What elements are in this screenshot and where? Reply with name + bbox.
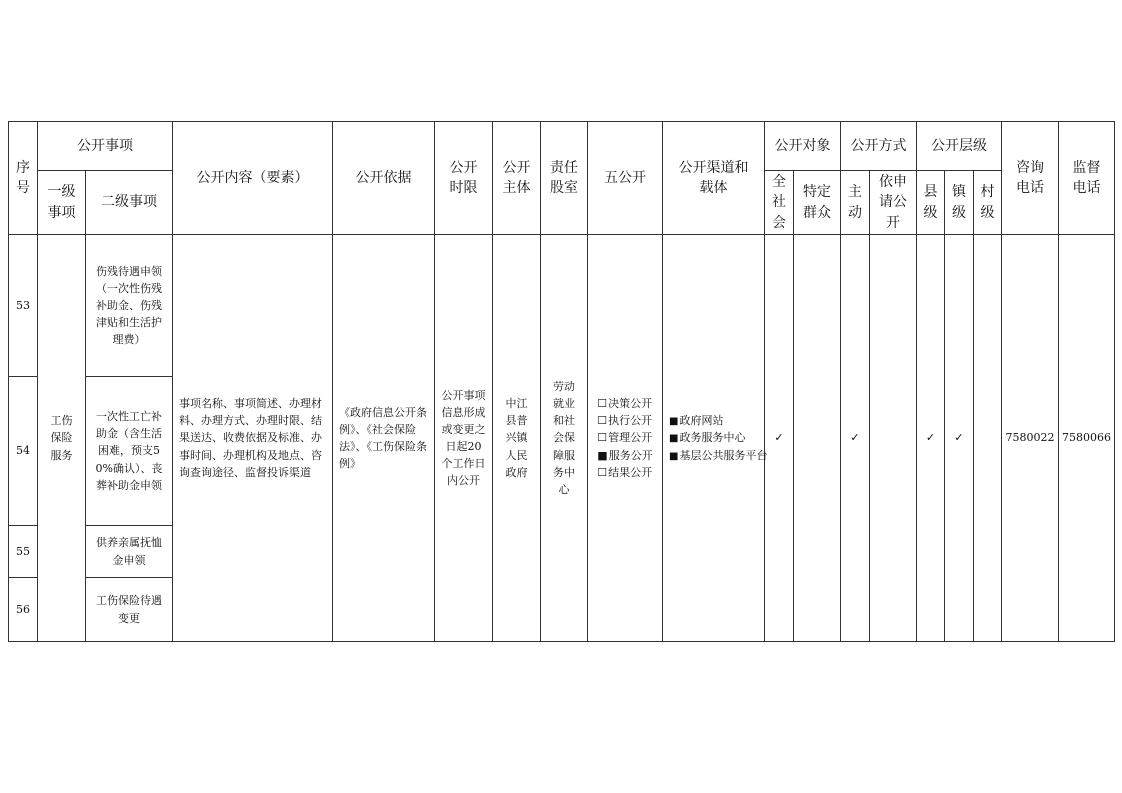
subject-cell: 中江县普兴镇人民政府 (493, 235, 541, 642)
consult-phone: 7580022 (1002, 235, 1059, 642)
lv-county-check: ✓ (917, 235, 945, 642)
level2-cell: 伤残待遇申领（一次性伤残补助金、伤残津贴和生活护理费） (86, 235, 173, 377)
header-lv-county: 县级 (917, 171, 945, 235)
header-aud-specific: 特定群众 (794, 171, 841, 235)
table-row (9, 235, 1115, 377)
channel-cell (663, 235, 768, 642)
five-open-item-4: ☐ 结果公开 (597, 464, 652, 481)
header-m-active: 主动 (841, 171, 870, 235)
header-five-open: 五公开 (588, 122, 663, 235)
header-channel: 公开渠道和载体 (663, 122, 765, 235)
header-aud-all: 全社会 (765, 171, 794, 235)
header-row-1 (9, 122, 1115, 171)
level2-cell: 工伤保险待遇变更 (86, 578, 173, 642)
channel-item-1: ■ 政务服务中心 (669, 429, 758, 447)
time-limit-cell: 公开事项信息形成或变更之日起20个工作日内公开 (435, 235, 493, 642)
aud-specific-check (794, 235, 841, 642)
header-audience: 公开对象 (765, 122, 841, 171)
header-subject: 公开主体 (493, 122, 541, 235)
five-open-item-3: ■ 服务公开 (597, 447, 652, 464)
header-lv-village: 村级 (974, 171, 1002, 235)
office-cell: 劳动就业和社会保障服务中心 (541, 235, 588, 642)
channel-item-0: ■ 政府网站 (669, 412, 758, 430)
level2-cell: 一次性工亡补助金（含生活困难，预支50%确认）、丧葬补助金申领 (86, 377, 173, 526)
header-method: 公开方式 (841, 122, 917, 171)
aud-all-check: ✓ (765, 235, 794, 642)
level1-cell: 工伤保险服务 (38, 235, 86, 642)
lv-town-check: ✓ (945, 235, 974, 642)
header-level: 公开层级 (917, 122, 1002, 171)
header-office: 责任股室 (541, 122, 588, 235)
five-open-item-2: ☐ 管理公开 (597, 429, 652, 446)
header-m-request: 依申请公开 (870, 171, 917, 235)
row-seq: 54 (9, 377, 38, 526)
header-level2: 二级事项 (86, 171, 173, 235)
supervise-phone: 7580066 (1059, 235, 1115, 642)
header-basis: 公开依据 (333, 122, 435, 235)
five-open-item-1: ☐ 执行公开 (597, 412, 652, 429)
disclosure-table (8, 121, 1115, 642)
m-active-check: ✓ (841, 235, 870, 642)
header-lv-town: 镇级 (945, 171, 974, 235)
channel-item-2: ■ 基层公共服务平台 (669, 447, 758, 465)
header-time-limit: 公开时限 (435, 122, 493, 235)
header-items: 公开事项 (38, 122, 173, 171)
five-open-item-0: ☐ 决策公开 (597, 395, 652, 412)
content-cell: 事项名称、事项简述、办理材料、办理方式、办理时限、结果送达、收费依据及标准、办事时间、办理机构及地点、咨询查询途径、监督投诉渠道 (173, 235, 333, 642)
header-consult: 咨询电话 (1002, 122, 1059, 235)
row-seq: 56 (9, 578, 38, 642)
header-level1: 一级事项 (38, 171, 86, 235)
row-seq: 55 (9, 526, 38, 578)
basis-cell: 《政府信息公开条例》、《社会保险法》、《工伤保险条例》 (333, 235, 435, 642)
level2-cell: 供养亲属抚恤金申领 (86, 526, 173, 578)
lv-village-check (974, 235, 1002, 642)
m-request-check (870, 235, 917, 642)
five-open-cell (588, 235, 663, 642)
header-supervise: 监督电话 (1059, 122, 1115, 235)
header-seq: 序号 (9, 122, 38, 235)
row-seq: 53 (9, 235, 38, 377)
header-content: 公开内容（要素） (173, 122, 333, 235)
